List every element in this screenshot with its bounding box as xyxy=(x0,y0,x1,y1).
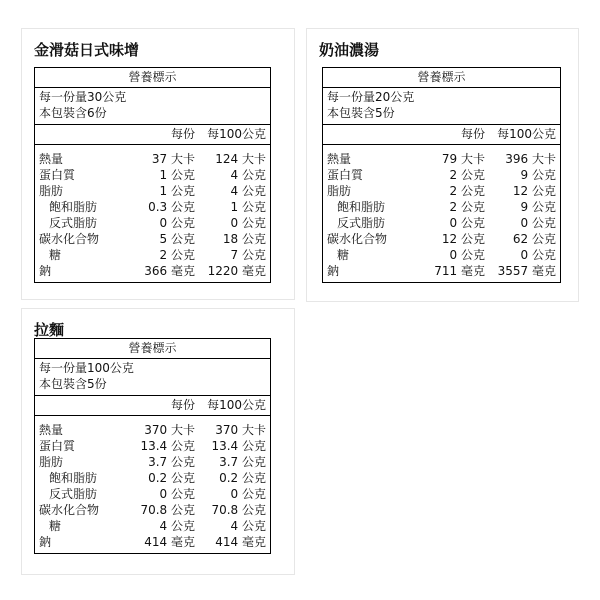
nutrient-row-saturated-fat xyxy=(35,199,270,215)
per-100g-value: 18 公克 xyxy=(222,232,266,246)
per-100g-value: 12 公克 xyxy=(512,184,556,198)
per-serving-value: 2 公克 xyxy=(449,168,485,182)
col-per-serving: 每份 xyxy=(460,127,485,141)
serving-info xyxy=(35,359,270,396)
per-serving-value: 0 公克 xyxy=(449,216,485,230)
per-100g-value: 0.2 公克 xyxy=(219,471,266,485)
per-100g-value: 4 公克 xyxy=(230,184,266,198)
nutrient-name: 蛋白質 xyxy=(39,439,76,453)
nutrient-row-protein xyxy=(35,438,270,454)
nutrient-name: 反式脂肪 xyxy=(49,487,98,501)
nutrient-row-sugar xyxy=(35,518,270,534)
servings-per-package: 本包裝含5份 xyxy=(39,377,107,391)
servings-per-package: 本包裝含5份 xyxy=(327,106,395,120)
per-serving-value: 414 毫克 xyxy=(144,535,195,549)
nutrient-row-protein xyxy=(35,167,270,183)
nutrient-name: 脂肪 xyxy=(39,184,64,198)
per-100g-value: 9 公克 xyxy=(520,200,556,214)
per-serving-value: 12 公克 xyxy=(441,232,485,246)
per-serving-value: 366 毫克 xyxy=(144,264,195,278)
per-serving-value: 711 毫克 xyxy=(434,264,485,278)
nutrient-row-saturated-fat xyxy=(35,470,270,486)
nutrition-label xyxy=(34,338,271,554)
product-title: 金滑菇日式味增 xyxy=(34,41,140,59)
col-per-100g: 每100公克 xyxy=(207,398,266,412)
per-serving-value: 0.3 公克 xyxy=(148,200,195,214)
nutrient-name: 碳水化合物 xyxy=(39,503,100,517)
per-100g-value: 3557 毫克 xyxy=(497,264,556,278)
nutrient-name: 碳水化合物 xyxy=(39,232,100,246)
nutrient-row-trans-fat xyxy=(323,215,560,231)
column-headers xyxy=(35,125,270,145)
nutrient-row-fat xyxy=(35,183,270,199)
per-serving-value: 1 公克 xyxy=(159,184,195,198)
nutrient-name: 飽和脂肪 xyxy=(337,200,386,214)
per-100g-value: 124 大卡 xyxy=(215,152,266,166)
product-title: 拉麵 xyxy=(34,321,65,339)
nutrient-row-protein xyxy=(323,167,560,183)
col-per-serving: 每份 xyxy=(170,127,195,141)
nutrient-rows xyxy=(35,145,270,282)
label-header: 營養標示 xyxy=(323,68,560,88)
nutrient-name: 脂肪 xyxy=(39,455,64,469)
nutrient-name: 脂肪 xyxy=(327,184,352,198)
nutrient-row-fat xyxy=(323,183,560,199)
nutrient-name: 熱量 xyxy=(39,152,64,166)
nutrient-row-sodium xyxy=(35,263,270,279)
nutrient-name: 反式脂肪 xyxy=(49,216,98,230)
nutrient-row-sugar xyxy=(323,247,560,263)
nutrient-name: 鈉 xyxy=(39,264,52,278)
servings-per-package: 本包裝含6份 xyxy=(39,106,107,120)
nutrient-row-energy xyxy=(323,151,560,167)
nutrient-rows xyxy=(35,416,270,553)
product-card-2 xyxy=(306,28,579,302)
nutrient-name: 鈉 xyxy=(39,535,52,549)
col-per-100g: 每100公克 xyxy=(207,127,266,141)
nutrient-row-sodium xyxy=(35,534,270,550)
serving-info xyxy=(323,88,560,125)
nutrient-name: 反式脂肪 xyxy=(337,216,386,230)
per-100g-value: 7 公克 xyxy=(230,248,266,262)
column-headers xyxy=(35,396,270,416)
nutrient-row-energy xyxy=(35,422,270,438)
nutrition-label xyxy=(34,67,271,283)
per-100g-value: 414 毫克 xyxy=(215,535,266,549)
nutrient-name: 熱量 xyxy=(39,423,64,437)
per-100g-value: 0 公克 xyxy=(230,216,266,230)
product-card-1 xyxy=(21,28,295,300)
per-100g-value: 0 公克 xyxy=(520,248,556,262)
nutrient-name: 蛋白質 xyxy=(327,168,364,182)
per-100g-value: 396 大卡 xyxy=(505,152,556,166)
per-serving-value: 1 公克 xyxy=(159,168,195,182)
nutrition-label xyxy=(322,67,561,283)
per-serving-value: 79 大卡 xyxy=(441,152,485,166)
per-100g-value: 3.7 公克 xyxy=(219,455,266,469)
per-100g-value: 0 公克 xyxy=(520,216,556,230)
product-card-3 xyxy=(21,308,295,575)
nutrient-row-energy xyxy=(35,151,270,167)
nutrient-name: 飽和脂肪 xyxy=(49,200,98,214)
col-per-serving: 每份 xyxy=(170,398,195,412)
nutrient-name: 糖 xyxy=(337,248,350,262)
nutrient-row-trans-fat xyxy=(35,215,270,231)
nutrient-row-carbohydrate xyxy=(35,502,270,518)
per-100g-value: 1 公克 xyxy=(230,200,266,214)
serving-size: 每一份量20公克 xyxy=(327,90,415,104)
label-header: 營養標示 xyxy=(35,68,270,88)
per-serving-value: 0.2 公克 xyxy=(148,471,195,485)
nutrient-name: 鈉 xyxy=(327,264,340,278)
column-headers xyxy=(323,125,560,145)
per-serving-value: 2 公克 xyxy=(159,248,195,262)
product-title: 奶油濃湯 xyxy=(319,41,380,59)
nutrient-name: 熱量 xyxy=(327,152,352,166)
serving-size: 每一份量30公克 xyxy=(39,90,127,104)
nutrient-rows xyxy=(323,145,560,282)
nutrient-row-carbohydrate xyxy=(323,231,560,247)
per-100g-value: 70.8 公克 xyxy=(211,503,266,517)
nutrient-name: 碳水化合物 xyxy=(327,232,388,246)
nutrient-name: 蛋白質 xyxy=(39,168,76,182)
serving-info xyxy=(35,88,270,125)
per-serving-value: 3.7 公克 xyxy=(148,455,195,469)
per-serving-value: 0 公克 xyxy=(159,487,195,501)
per-serving-value: 2 公克 xyxy=(449,184,485,198)
per-serving-value: 37 大卡 xyxy=(151,152,195,166)
nutrient-row-sodium xyxy=(323,263,560,279)
nutrient-row-trans-fat xyxy=(35,486,270,502)
serving-size: 每一份量100公克 xyxy=(39,361,134,375)
nutrient-name: 飽和脂肪 xyxy=(49,471,98,485)
per-serving-value: 370 大卡 xyxy=(144,423,195,437)
nutrient-row-fat xyxy=(35,454,270,470)
nutrient-name: 糖 xyxy=(49,519,62,533)
per-100g-value: 13.4 公克 xyxy=(211,439,266,453)
per-serving-value: 0 公克 xyxy=(449,248,485,262)
per-100g-value: 62 公克 xyxy=(512,232,556,246)
per-serving-value: 0 公克 xyxy=(159,216,195,230)
per-100g-value: 4 公克 xyxy=(230,519,266,533)
per-serving-value: 13.4 公克 xyxy=(140,439,195,453)
per-100g-value: 1220 毫克 xyxy=(207,264,266,278)
nutrient-row-saturated-fat xyxy=(323,199,560,215)
nutrient-row-sugar xyxy=(35,247,270,263)
per-serving-value: 5 公克 xyxy=(159,232,195,246)
nutrient-name: 糖 xyxy=(49,248,62,262)
per-100g-value: 370 大卡 xyxy=(215,423,266,437)
per-100g-value: 4 公克 xyxy=(230,168,266,182)
per-100g-value: 9 公克 xyxy=(520,168,556,182)
col-per-100g: 每100公克 xyxy=(497,127,556,141)
nutrient-row-carbohydrate xyxy=(35,231,270,247)
per-100g-value: 0 公克 xyxy=(230,487,266,501)
per-serving-value: 4 公克 xyxy=(159,519,195,533)
per-serving-value: 2 公克 xyxy=(449,200,485,214)
label-header: 營養標示 xyxy=(35,339,270,359)
per-serving-value: 70.8 公克 xyxy=(140,503,195,517)
